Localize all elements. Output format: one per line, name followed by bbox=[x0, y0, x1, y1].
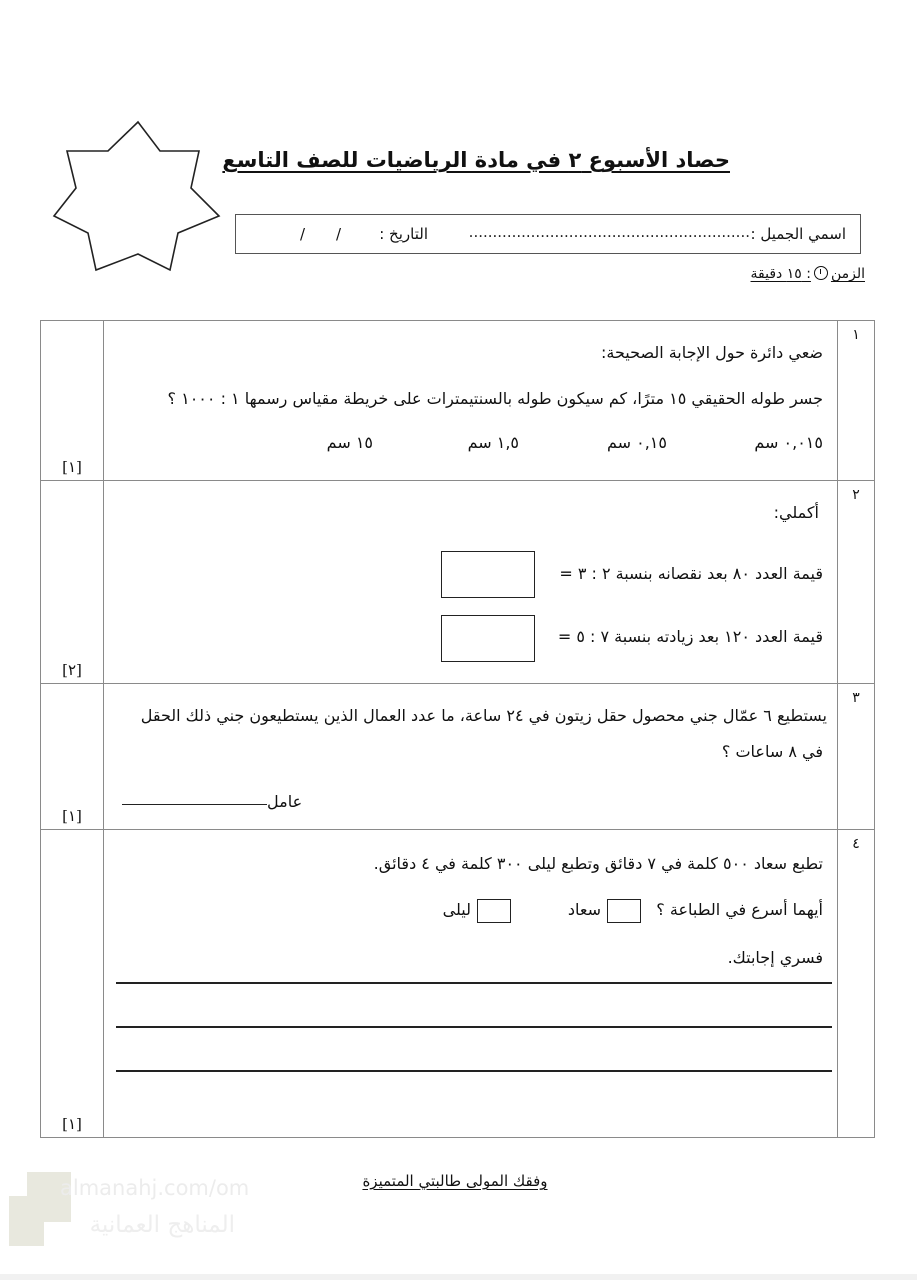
question-row-2 bbox=[41, 481, 875, 684]
choice-d[interactable]: ١٥ سم bbox=[326, 433, 373, 452]
question-instruction: أكملي: bbox=[773, 503, 819, 522]
student-info-box bbox=[235, 214, 861, 254]
question-row-1 bbox=[41, 321, 875, 481]
date-separator: / bbox=[336, 225, 342, 243]
date-label: التاريخ : bbox=[379, 225, 428, 243]
option-label: سعاد bbox=[567, 900, 601, 919]
answer-box[interactable] bbox=[441, 615, 535, 662]
name-field[interactable]: ........................................................... bbox=[468, 223, 750, 241]
option-checkbox-layla[interactable] bbox=[477, 899, 511, 923]
answer-line[interactable] bbox=[116, 1026, 832, 1028]
question-mark: [١] bbox=[62, 458, 82, 476]
mark-cell bbox=[41, 321, 104, 481]
fill-item-text: قيمة العدد ١٢٠ بعد زيادته بنسبة ٧ : ٥ = bbox=[557, 627, 823, 646]
mark-cell bbox=[41, 481, 104, 684]
question-row-3 bbox=[41, 684, 875, 830]
question-number: ٤ bbox=[838, 830, 875, 1138]
name-label: اسمي الجميل : bbox=[750, 225, 846, 243]
question-text: يستطيع ٦ عمّال جني محصول حقل زيتون في ٢٤ ساعة، ما عدد العمال الذين يستطيعون جني ذلك الحقل bbox=[140, 706, 827, 725]
question-text: جسر طوله الحقيقي ١٥ مترًا، كم سيكون طوله بالسنتيمترات على خريطة مقياس رسمها ١ : ١٠٠٠ ؟ bbox=[167, 389, 823, 408]
question-body bbox=[104, 321, 838, 481]
watermark-text: المناهج العمانية bbox=[89, 1212, 235, 1238]
closing-message: وفقك المولى طالبتي المتميزة bbox=[362, 1172, 548, 1190]
option-label: ليلى bbox=[442, 900, 471, 919]
question-text: في ٨ ساعات ؟ bbox=[721, 742, 823, 761]
mark-cell bbox=[41, 684, 104, 830]
question-instruction: ضعي دائرة حول الإجابة الصحيحة: bbox=[600, 343, 823, 362]
question-number: ٣ bbox=[838, 684, 875, 830]
question-row-4 bbox=[41, 830, 875, 1138]
question-text: تطبع سعاد ٥٠٠ كلمة في ٧ دقائق وتطبع ليلى ٣٠٠ كلمة في ٤ دقائق. bbox=[373, 854, 823, 873]
question-mark: [١] bbox=[62, 807, 82, 825]
time-value: : ١٥ دقيقة bbox=[750, 266, 811, 282]
question-body bbox=[104, 830, 838, 1138]
question-mark: [١] bbox=[62, 1115, 82, 1133]
question-mark: [٢] bbox=[62, 661, 82, 679]
question-number: ٢ bbox=[838, 481, 875, 684]
mark-cell bbox=[41, 830, 104, 1138]
option-checkbox-suad[interactable] bbox=[607, 899, 641, 923]
watermark-url: almanahj.com/om bbox=[60, 1176, 250, 1200]
answer-line[interactable] bbox=[116, 1070, 832, 1072]
clock-icon bbox=[814, 266, 828, 280]
date-separator: / bbox=[300, 225, 306, 243]
watermark-logo bbox=[9, 1196, 44, 1246]
question-body bbox=[104, 481, 838, 684]
answer-line bbox=[116, 792, 302, 811]
choice-b[interactable]: ٠,١٥ سم bbox=[606, 433, 667, 452]
explain-label: فسري إجابتك. bbox=[727, 948, 823, 967]
time-limit bbox=[751, 266, 865, 282]
answer-box[interactable] bbox=[441, 551, 535, 598]
page-title: حصاد الأسبوع ٢ في مادة الرياضيات للصف التاسع bbox=[222, 148, 730, 172]
choice-c[interactable]: ١,٥ سم bbox=[467, 433, 519, 452]
questions-table bbox=[40, 320, 875, 1138]
choice-a[interactable]: ٠,٠١٥ سم bbox=[754, 433, 823, 452]
answer-blank[interactable] bbox=[122, 804, 267, 805]
question-number: ١ bbox=[838, 321, 875, 481]
fill-item-text: قيمة العدد ٨٠ بعد نقصانه بنسبة ٢ : ٣ = bbox=[559, 564, 823, 583]
page-edge bbox=[0, 1274, 917, 1280]
seven-point-star-icon bbox=[50, 118, 226, 274]
answer-unit: عامل bbox=[267, 792, 303, 811]
time-label: الزمن bbox=[830, 266, 865, 282]
question-prompt: أيهما أسرع في الطباعة ؟ bbox=[656, 900, 823, 919]
answer-line[interactable] bbox=[116, 982, 832, 984]
question-body bbox=[104, 684, 838, 830]
